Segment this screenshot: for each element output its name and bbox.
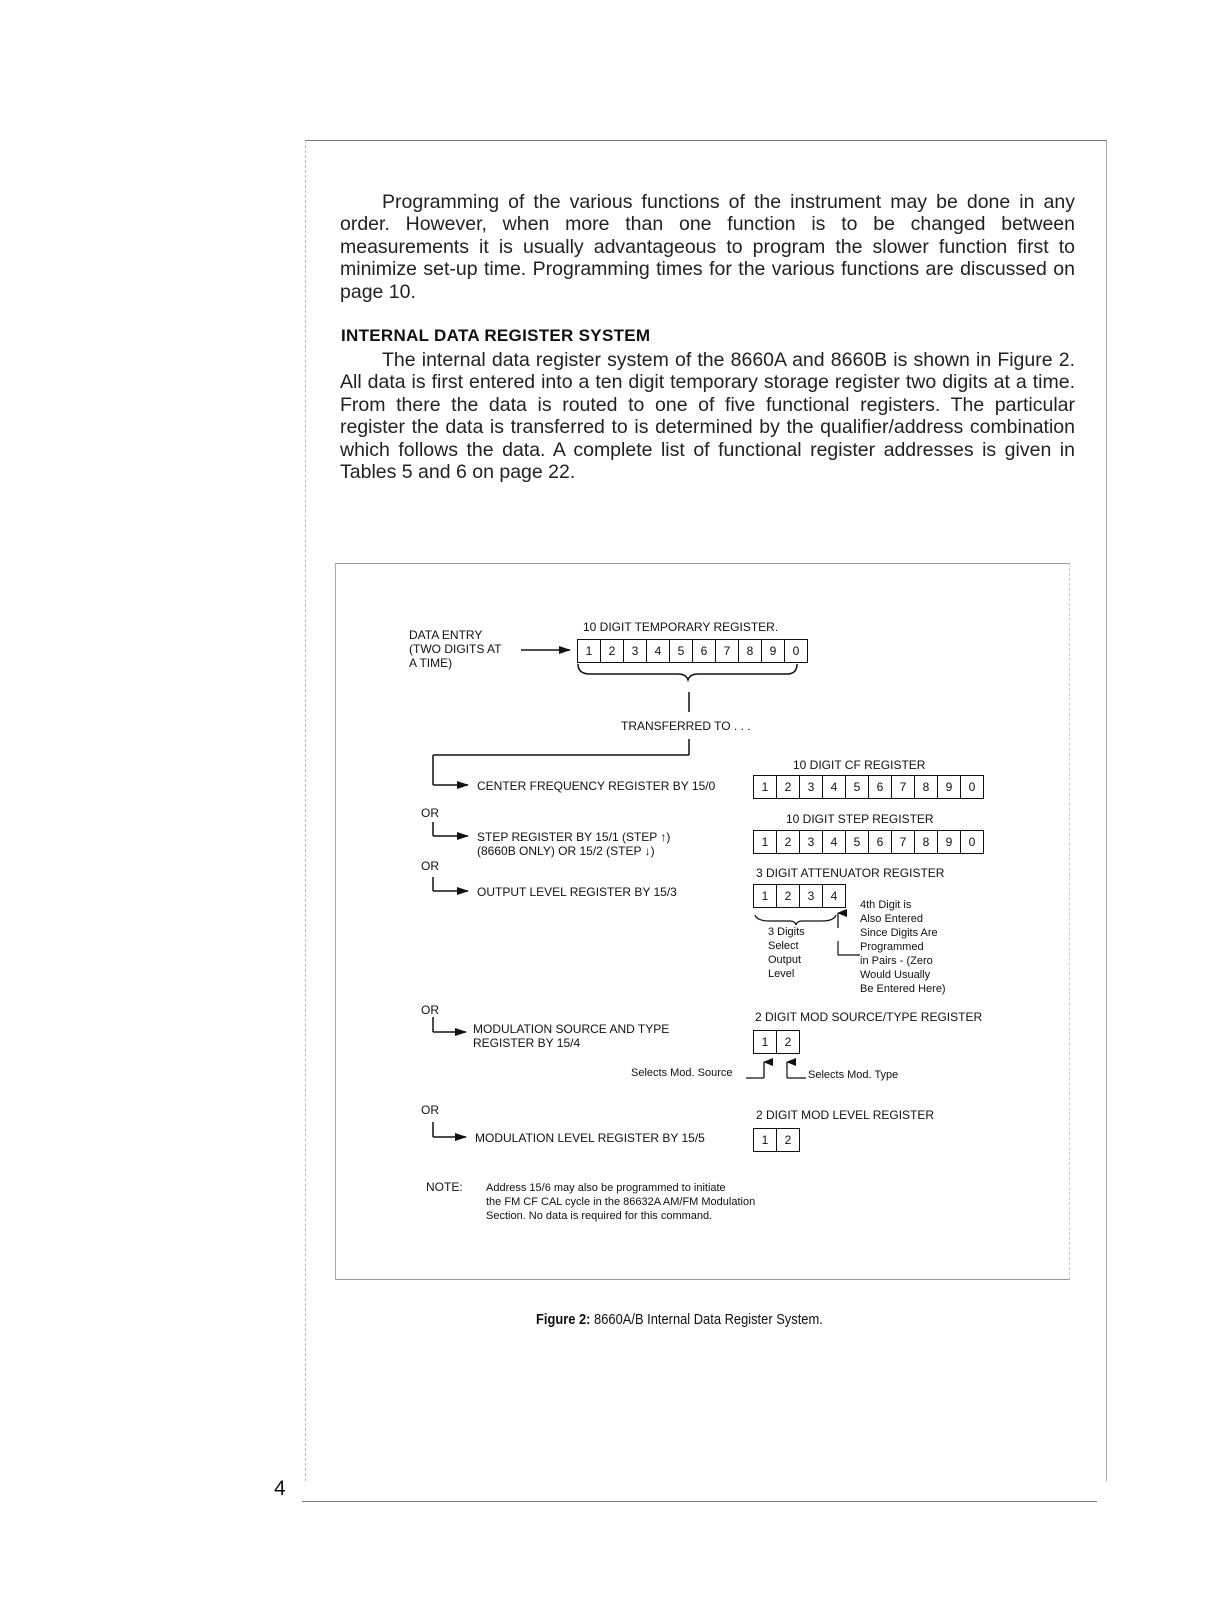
page-number: 4 (274, 1477, 286, 1500)
digit-cell: 3 (800, 831, 823, 853)
or-label: OR (421, 806, 439, 820)
digit-cell: 2 (777, 831, 800, 853)
mod-level-register-title: 2 DIGIT MOD LEVEL REGISTER (756, 1108, 935, 1122)
note-line-2: the FM CF CAL cycle in the 86632A AM/FM Modulation (486, 1196, 756, 1208)
fourth-digit-note-2: Also Entered (860, 913, 923, 925)
digit-cell: 3 (800, 776, 823, 798)
digit-cell: 5 (846, 776, 869, 798)
fourth-digit-note-4: Programmed (860, 941, 924, 953)
three-digits-note-2: Select (768, 940, 799, 952)
digit-cell: 8 (915, 776, 938, 798)
or-label: OR (421, 1103, 439, 1117)
section-heading: INTERNAL DATA REGISTER SYSTEM (341, 326, 651, 345)
register-system-paragraph: The internal data register system of the 8660A and 8660B is shown in Figure 2. All data is first entered into a ten digit temporary storage register two digits at a time. From there the data is routed to one of five functional registers. The particular register the data is transferred to is determined by the qualifier/address combination which follows the data. A complete list of functional register addresses is given in Tables 5 and 6 on page 22. (340, 349, 1075, 484)
digit-cell: 1 (754, 831, 777, 853)
mod-source-register (753, 1030, 800, 1054)
three-digits-note-4: Level (768, 968, 795, 980)
digit-cell: 0 (968, 780, 976, 794)
mod-level-register (753, 1128, 800, 1152)
digit-cell: 2 (777, 776, 800, 798)
digit-cell: 1 (754, 1129, 777, 1151)
attenuator-register-title: 3 DIGIT ATTENUATOR REGISTER (756, 866, 945, 880)
digit-cell: 1 (754, 1031, 777, 1053)
note-label: NOTE: (426, 1180, 463, 1194)
footer-rule (302, 1501, 1097, 1502)
data-entry-line-1: DATA ENTRY (409, 628, 483, 642)
mod-source-label-1: MODULATION SOURCE AND TYPE (473, 1022, 670, 1036)
center-frequency-label: CENTER FREQUENCY REGISTER BY 15/0 (477, 779, 716, 793)
digit-cell: 4 (647, 640, 670, 662)
mod-source-register-title: 2 DIGIT MOD SOURCE/TYPE REGISTER (755, 1010, 983, 1024)
digit-cell: 5 (670, 640, 693, 662)
three-digits-note-3: Output (768, 954, 802, 966)
temp-register (577, 639, 808, 663)
step-register-title: 10 DIGIT STEP REGISTER (786, 812, 934, 826)
digit-cell: 2 (601, 640, 624, 662)
or-label: OR (421, 859, 439, 873)
digit-cell: 4 (830, 889, 838, 903)
attenuator-register (753, 884, 846, 908)
digit-cell: 1 (578, 640, 601, 662)
or-label: OR (421, 1003, 439, 1017)
digit-cell: 7 (892, 831, 915, 853)
step-register-label-2: (8660B ONLY) OR 15/2 (STEP ↓) (477, 844, 655, 858)
digit-cell: 6 (869, 776, 892, 798)
digit-cell: 6 (869, 831, 892, 853)
fourth-digit-note-1: 4th Digit is (860, 899, 912, 911)
digit-cell: 9 (938, 776, 961, 798)
digit-cell: 2 (784, 1035, 792, 1049)
digit-cell: 7 (892, 776, 915, 798)
fourth-digit-note-7: Be Entered Here) (860, 983, 946, 995)
data-entry-line-3: A TIME) (409, 656, 453, 670)
mod-source-label-2: REGISTER BY 15/4 (473, 1036, 581, 1050)
fourth-digit-note-6: Would Usually (860, 969, 931, 981)
cf-register (753, 775, 984, 799)
note-line-3: Section. No data is required for this command. (486, 1210, 713, 1222)
digit-cell: 2 (784, 1133, 792, 1147)
digit-cell: 5 (846, 831, 869, 853)
digit-cell: 4 (823, 831, 846, 853)
transferred-to-label: TRANSFERRED TO . . . (621, 719, 751, 733)
digit-cell: 4 (823, 776, 846, 798)
digit-cell: 9 (938, 831, 961, 853)
temp-register-label: 10 DIGIT TEMPORARY REGISTER. (583, 620, 779, 634)
digit-cell: 3 (800, 885, 823, 907)
figure-box (335, 563, 1070, 1280)
selects-source-label: Selects Mod. Source (631, 1067, 733, 1079)
digit-cell: 8 (915, 831, 938, 853)
digit-cell: 1 (754, 776, 777, 798)
figure-caption: Figure 2: 8660A/B Internal Data Register System. (536, 1311, 823, 1328)
selects-type-label: Selects Mod. Type (808, 1069, 899, 1081)
three-digits-note-1: 3 Digits (768, 926, 805, 938)
output-level-label: OUTPUT LEVEL REGISTER BY 15/3 (477, 885, 677, 899)
digit-cell: 9 (762, 640, 785, 662)
digit-cell: 8 (739, 640, 762, 662)
note-line-1: Address 15/6 may also be programmed to initiate (486, 1182, 726, 1194)
intro-paragraph: Programming of the various functions of the instrument may be done in any order. However, when more than one function is to be changed between measurements it is usually advantageous to program the slower function first to minimize set-up time. Programming times for the various functions are discussed on page 10. (340, 191, 1075, 303)
digit-cell: 6 (693, 640, 716, 662)
digit-cell: 0 (792, 644, 800, 658)
cf-register-label: 10 DIGIT CF REGISTER (793, 758, 926, 772)
digit-cell: 0 (968, 835, 976, 849)
digit-cell: 7 (716, 640, 739, 662)
fourth-digit-note-5: in Pairs - (Zero (860, 955, 933, 967)
digit-cell: 1 (754, 885, 777, 907)
digit-cell: 3 (624, 640, 647, 662)
step-register-label-1: STEP REGISTER BY 15/1 (STEP ↑) (477, 830, 671, 844)
data-entry-line-2: (TWO DIGITS AT (409, 642, 502, 656)
digit-cell: 2 (777, 885, 800, 907)
step-register (753, 830, 984, 854)
fourth-digit-note-3: Since Digits Are (860, 927, 938, 939)
mod-level-label: MODULATION LEVEL REGISTER BY 15/5 (475, 1131, 705, 1145)
